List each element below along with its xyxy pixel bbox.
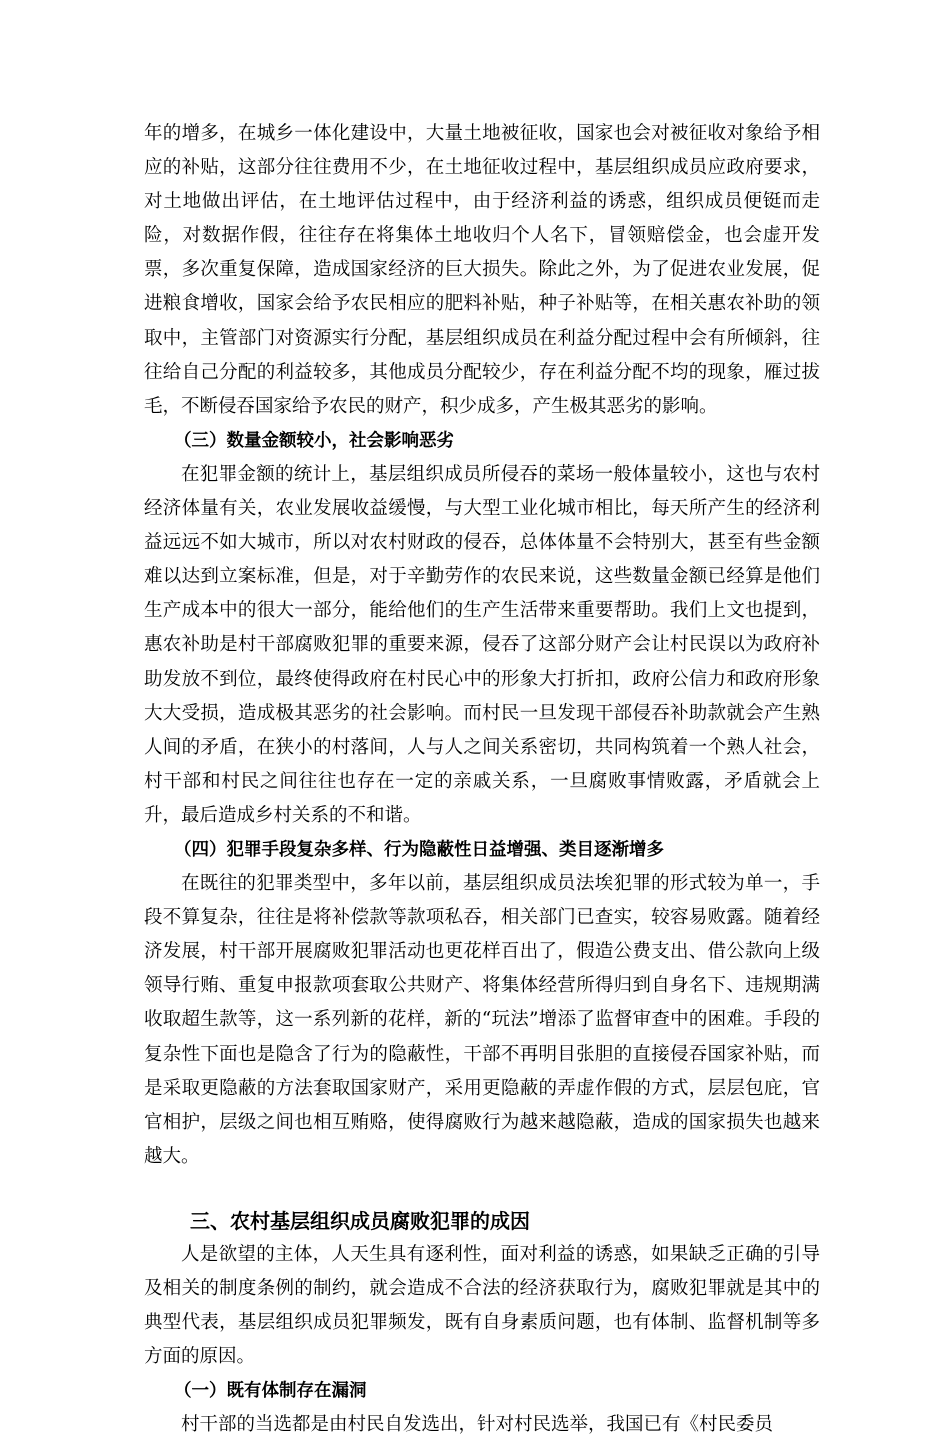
paragraph-small-amounts: 在犯罪金额的统计上，基层组织成员所侵吞的菜场一般体量较小，这也与农村经济体量有关，农业发展收益缓慢，与大型工业化城市相比，每天所产生的经济利益远远不如大城市，所以对农村财政的侵吞，总体体量不会特别大，甚至有些金额难以达到立案标准，但是，对于辛勤劳作的农民来说，这些数量金额已经算是他们生产成本中的很大一部分，能给他们的生产生活带来重要帮助。我们上文也提到，惠农补助是村干部腐败犯罪的重要来源，侵吞了这部分财产会让村民误以为政府补助发放不到位，最终使得政府在村民心中的形象大打折扣，政府公信力和政府形象大大受损，造成极其恶劣的社会影响。而村民一旦发现干部侵吞补助款就会产生熟人间的矛盾，在狭小的村落间，人与人之间关系密切，共同构筑着一个熟人社会，村干部和村民之间往往也存在一定的亲戚关系，一旦腐败事情败露，矛盾就会上升，最后造成乡村关系的不和谐。	[144, 463, 820, 826]
subheading-one: （一）既有体制存在漏洞	[174, 1381, 367, 1402]
paragraph-system-loopholes: 村干部的当选都是由村民自发选出，针对村民选举，我国已有《村民委员	[181, 1414, 774, 1436]
paragraph-causes-intro: 人是欲望的主体，人天生具有逐利性，面对利益的诱惑，如果缺乏正确的引导及相关的制度条例的制约，就会造成不合法的经济获取行为，腐败犯罪就是其中的典型代表，基层组织成员犯罪频发，既有自身素质问题，也有体制、监督机制等多方面的原因。	[144, 1243, 820, 1368]
subheading-three: （三）数量金额较小，社会影响恶劣	[174, 430, 454, 451]
subheading-four: （四）犯罪手段复杂多样、行为隐蔽性日益增强、类目逐渐增多	[174, 839, 664, 860]
section-heading-three: 三、农村基层组织成员腐败犯罪的成因	[190, 1208, 530, 1233]
paragraph-crime-methods: 在既往的犯罪类型中，多年以前，基层组织成员法埃犯罪的形式较为单一，手段不算复杂，往往是将补偿款等款项私吞，相关部门已查实，较容易败露。随着经济发展，村干部开展腐败犯罪活动也更花样百出了，假造公费支出、借公款向上级领导行贿、重复申报款项套取公共财产、将集体经营所得归到自身名下、违规期满收取超生款等，这一系列新的花样，新的“玩法”增添了监督审查中的困难。手段的复杂性下面也是隐含了行为的隐蔽性，干部不再明目张胆的直接侵吞国家补贴，而是采取更隐蔽的方法套取国家财产，采用更隐蔽的弄虚作假的方式，层层包庇，官官相护，层级之间也相互贿赂，使得腐败行为越来越隐蔽，造成的国家损失也越来越大。	[144, 873, 820, 1167]
paragraph-land-compensation: 年的增多，在城乡一体化建设中，大量土地被征收，国家也会对被征收对象给予相应的补贴，这部分往往费用不少，在土地征收过程中，基层组织成员应政府要求，对土地做出评估，在土地评估过程中，由于经济利益的诱惑，组织成员便铤而走险，对数据作假，往往存在将集体土地收归个人名下，冒领赔偿金，也会虚开发票，多次重复保障，造成国家经济的巨大损失。除此之外，为了促进农业发展，促进粮食增收，国家会给予农民相应的肥料补贴，种子补贴等，在相关惠农补助的领取中，主管部门对资源实行分配，基层组织成员在利益分配过程中会有所倾斜，往往给自己分配的利益较多，其他成员分配较少，存在利益分配不均的现象，雁过拔毛，不断侵吞国家给予农民的财产，积少成多，产生极其恶劣的影响。	[144, 123, 820, 417]
document-page	[144, 117, 820, 1442]
